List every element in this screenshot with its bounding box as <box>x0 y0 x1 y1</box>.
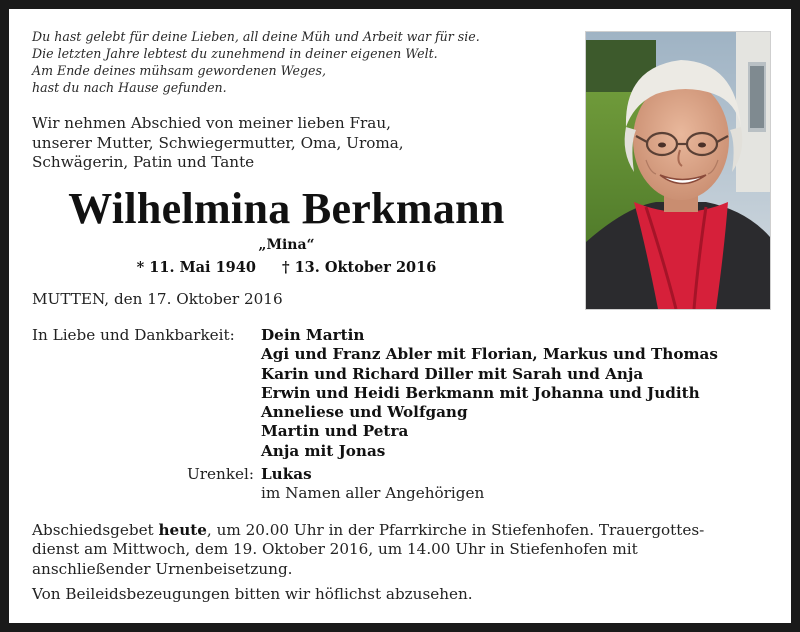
poem-line: hast du nach Hause gefunden. <box>32 80 227 95</box>
poem-line: Am Ende deines mühsam gewordenen Weges, <box>32 63 326 78</box>
intro-text <box>32 114 572 173</box>
death-date: † 13. Oktober 2016 <box>281 259 437 276</box>
mourners-label: In Liebe und Dankbarkeit: <box>32 326 235 344</box>
mourner-entry: Agi und Franz Abler mit Florian, Markus und Thomas <box>261 345 718 364</box>
mourner-entry: Erwin und Heidi Berkmann mit Johanna und Judith <box>261 383 700 402</box>
great-grandchild-name: Lukas <box>261 465 312 483</box>
mourner-entry: Dein Martin <box>261 326 365 344</box>
poem-line: Die letzten Jahre lebtest du zunehmend in deiner eigenen Welt. <box>32 46 438 61</box>
service-highlight: heute <box>158 521 207 539</box>
great-grandchildren-label: Urenkel: <box>187 465 254 483</box>
service-line <box>32 521 769 540</box>
mourners-list <box>261 326 718 461</box>
relatives-note: im Namen aller Angehörigen <box>261 484 485 503</box>
birth-date: * 11. Mai 1940 <box>136 259 256 276</box>
service-text: Abschiedsgebet <box>32 521 154 539</box>
closing-note: Von Beileidsbezeugungen bitten wir höflichst abzusehen. <box>32 585 473 603</box>
service-line <box>32 560 769 579</box>
poem <box>32 28 572 96</box>
deceased-name: Wilhelmina Berkmann <box>68 184 505 233</box>
service-text: anschließender Urnenbeisetzung. <box>32 559 293 578</box>
obituary-notice <box>9 9 791 623</box>
mourner-entry: Anja mit Jonas <box>261 441 386 460</box>
service-text: , um 20.00 Uhr in der Pfarrkirche in Stiefenhofen. Trauergottes- <box>206 521 705 539</box>
service-line <box>32 540 769 559</box>
mourner-entry: Anneliese und Wolfgang <box>261 403 468 422</box>
mourner-entry: Martin und Petra <box>261 422 409 441</box>
mourner-entry: Karin und Richard Diller mit Sarah und Anja <box>261 364 644 383</box>
intro-line: Schwägerin, Patin und Tante <box>32 153 255 171</box>
life-dates <box>9 258 564 278</box>
intro-line: Wir nehmen Abschied von meiner lieben Frau, <box>32 114 391 132</box>
service-text: dienst am Mittwoch, dem 19. Oktober 2016, um 14.00 Uhr in Stiefenhofen mit <box>32 540 638 559</box>
deceased-nickname: „Mina“ <box>258 237 315 253</box>
great-grandchildren <box>261 465 484 504</box>
poem-line: Du hast gelebt für deine Lieben, all deine Müh und Arbeit war für sie. <box>32 29 480 44</box>
service-info <box>32 521 769 579</box>
intro-line: unserer Mutter, Schwiegermutter, Oma, Uroma, <box>32 133 404 152</box>
portrait-photo <box>585 31 771 310</box>
place-date: MUTTEN, den 17. Oktober 2016 <box>32 290 283 308</box>
